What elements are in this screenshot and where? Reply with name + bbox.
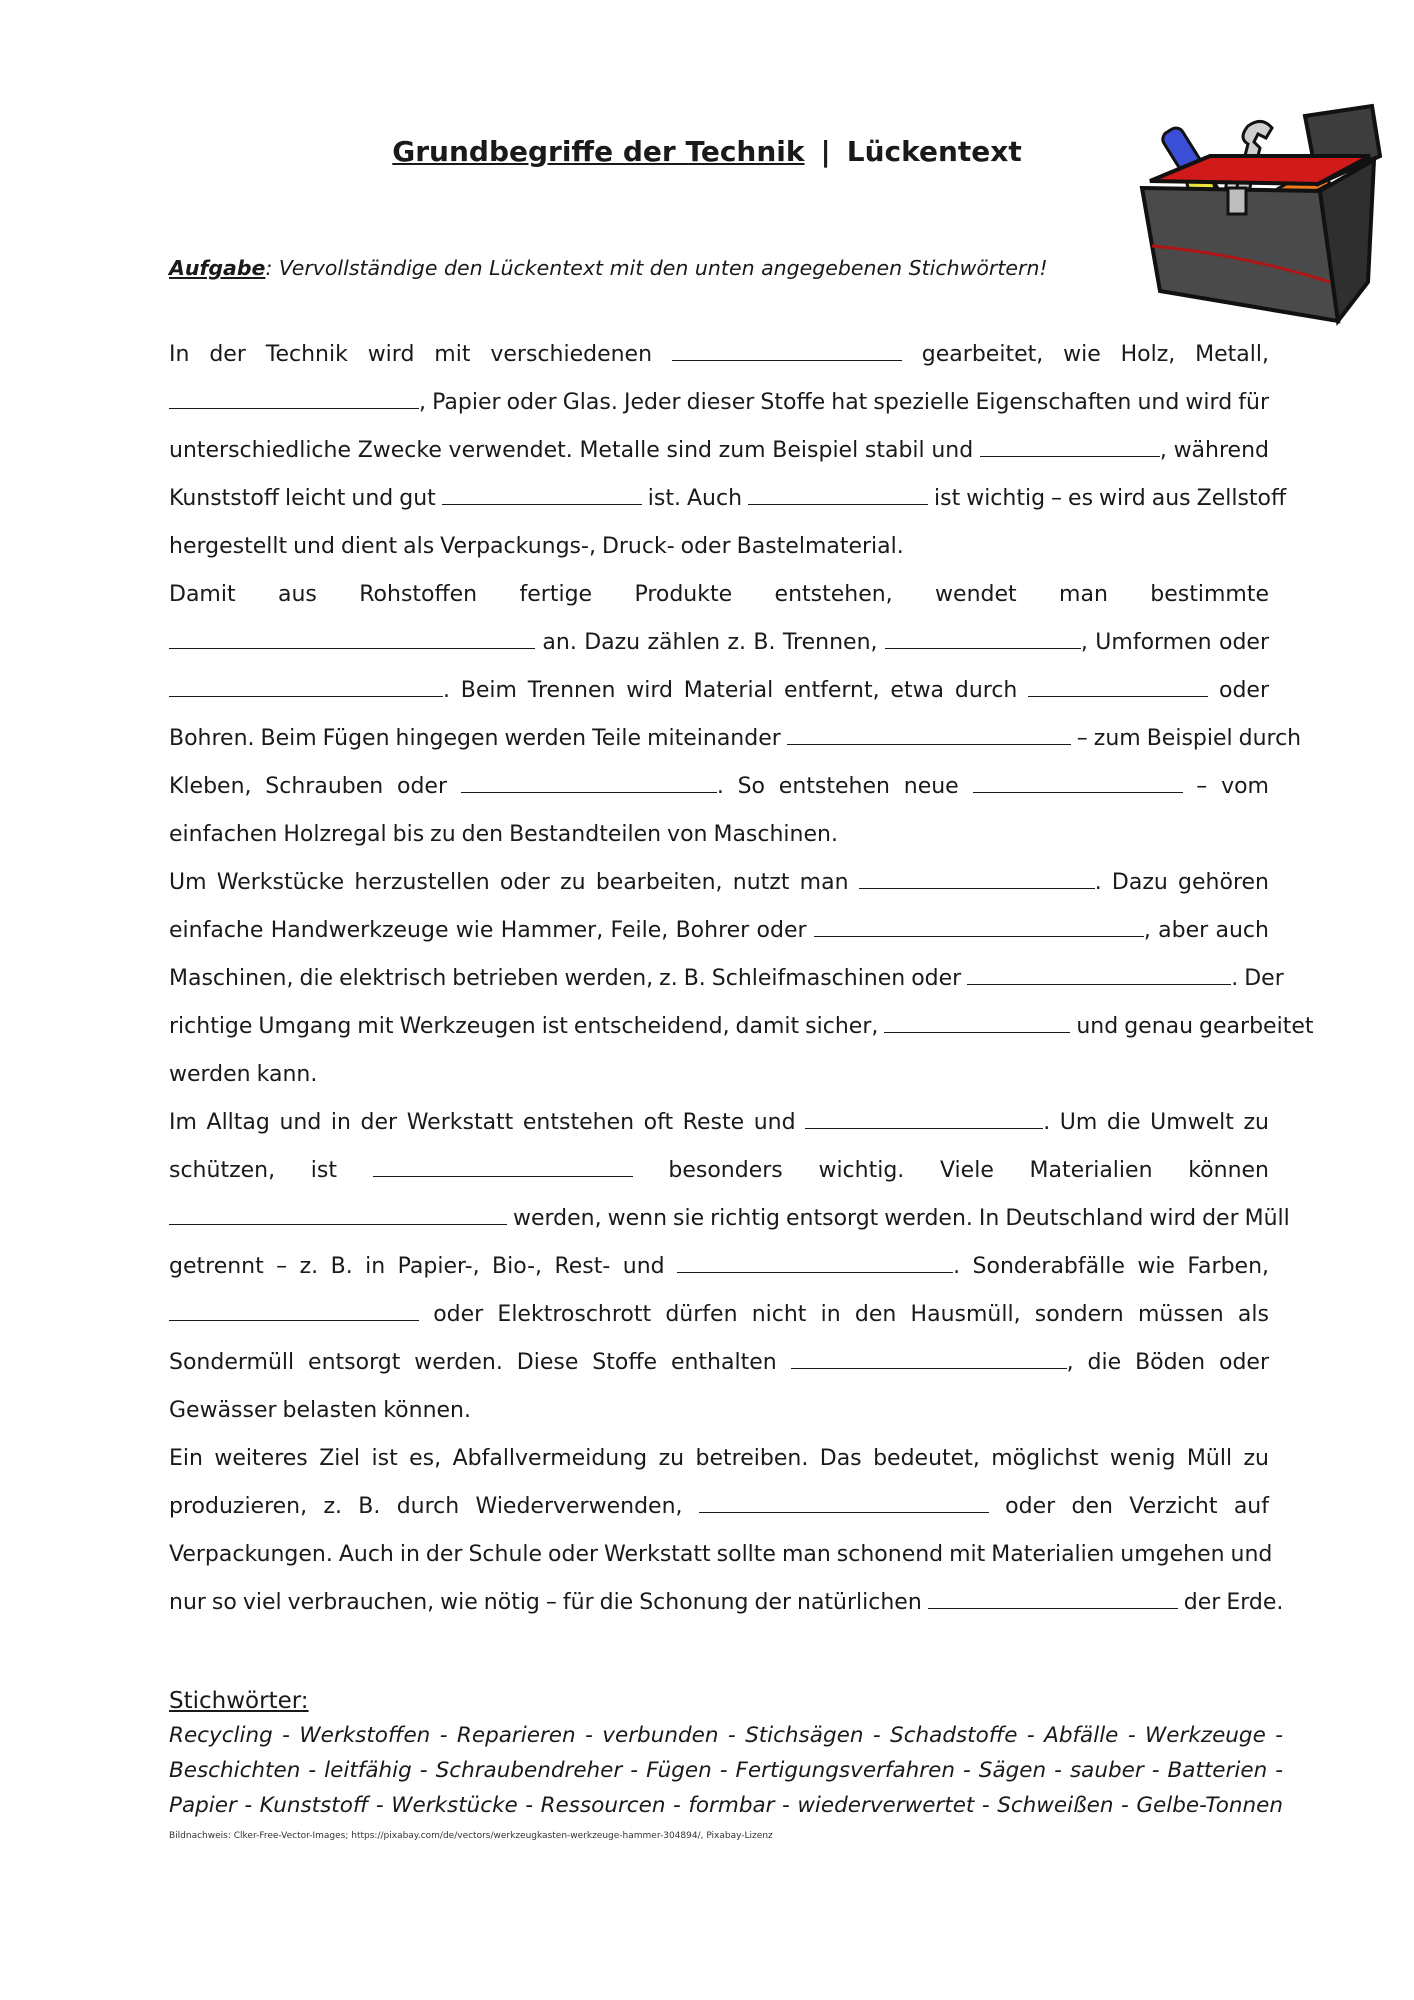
cloze-line — [169, 331, 1269, 379]
cloze-text-segment: . Der — [1231, 966, 1284, 991]
cloze-text-segment: einfache Handwerkzeuge wie Hammer, Feile, Bohrer oder — [169, 918, 814, 943]
cloze-line — [169, 1435, 1269, 1483]
cloze-text-segment: Kunststoff leicht und gut — [169, 486, 442, 511]
cloze-text-segment: . Um die Umwelt zu — [1043, 1110, 1270, 1135]
cloze-text-segment: richtige Umgang mit Werkzeugen ist entscheidend, damit sicher, — [169, 1014, 885, 1039]
cloze-line — [169, 1147, 1269, 1195]
cloze-text-segment: ist. Auch — [641, 486, 749, 511]
cloze-text-segment: unterschiedliche Zwecke verwendet. Metalle sind zum Beispiel stabil und — [169, 438, 980, 463]
blank-gap[interactable] — [791, 1348, 1067, 1369]
cloze-line — [169, 1099, 1269, 1147]
cloze-line — [169, 1339, 1269, 1387]
title-separator: | — [820, 135, 831, 168]
cloze-text-segment: . Beim Trennen wird Material entfernt, etwa durch — [443, 678, 1029, 703]
blank-gap[interactable] — [787, 724, 1071, 745]
blank-gap[interactable] — [967, 964, 1231, 985]
cloze-line — [169, 1291, 1269, 1339]
cloze-line — [169, 763, 1269, 811]
cloze-text-segment: und genau gearbeitet — [1070, 1014, 1314, 1039]
cloze-line — [169, 955, 1284, 1003]
image-credit: Bildnachweis: Clker-Free-Vector-Images; https://pixabay.com/de/vectors/werkzeugkasten-werkzeuge-hammer-304894/, Pixabay-Lizenz — [169, 1831, 773, 1841]
cloze-line — [169, 1051, 1269, 1099]
blank-gap[interactable] — [1028, 676, 1208, 697]
blank-gap[interactable] — [169, 628, 535, 649]
cloze-line — [169, 1531, 1273, 1579]
cloze-text-segment: nur so viel verbrauchen, wie nötig – für die Schonung der natürlichen — [169, 1590, 928, 1615]
cloze-line — [169, 427, 1269, 475]
cloze-line — [169, 619, 1269, 667]
cloze-line — [169, 811, 1269, 859]
cloze-line — [169, 1579, 1284, 1627]
cloze-text-segment: . Dazu gehören — [1094, 870, 1270, 895]
cloze-line — [169, 1195, 1290, 1243]
blank-gap[interactable] — [169, 1204, 507, 1225]
keywords-line-3: Papier - Kunststoff - Werkstücke - Ressourcen - formbar - wiederverwertet - Schweißen - Gelbe-Tonnen — [169, 1793, 1283, 1818]
blank-gap[interactable] — [885, 628, 1081, 649]
cloze-line — [169, 523, 1269, 571]
cloze-line — [169, 1387, 1269, 1435]
title-main: Grundbegriffe der Technik — [392, 135, 805, 168]
blank-gap[interactable] — [169, 676, 443, 697]
blank-gap[interactable] — [169, 1300, 419, 1321]
cloze-text-segment: – zum Beispiel durch — [1070, 726, 1302, 751]
keywords-line-2: Beschichten - leitfähig - Schraubendreher - Fügen - Fertigungsverfahren - Sägen - sauber - Batterien - — [169, 1758, 1283, 1783]
cloze-text-segment: werden kann. — [169, 1062, 318, 1087]
cloze-line — [169, 1243, 1269, 1291]
cloze-text-segment: , aber auch — [1143, 918, 1269, 943]
toolbox-icon — [1130, 96, 1390, 326]
cloze-line — [169, 475, 1287, 523]
keywords-line-1: Recycling - Werkstoffen - Reparieren - verbunden - Stichsägen - Schadstoffe - Abfälle - Werkzeuge - — [169, 1723, 1283, 1748]
cloze-text-segment: , Papier oder Glas. Jeder dieser Stoffe hat spezielle Eigenschaften und wird für — [419, 390, 1269, 415]
cloze-text-segment: Gewässer belasten können. — [169, 1398, 471, 1423]
cloze-line — [169, 667, 1269, 715]
cloze-line — [169, 859, 1269, 907]
task-text: : Vervollständige den Lückentext mit den unten angegebenen Stichwörtern! — [265, 256, 1048, 280]
task-line — [169, 253, 1269, 283]
cloze-text-segment: gearbeitet, wie Holz, Metall, — [901, 342, 1270, 367]
cloze-text-segment: oder den Verzicht auf — [988, 1494, 1269, 1519]
cloze-text-segment: Ein weiteres Ziel ist es, Abfallvermeidung zu betreiben. Das bedeutet, möglichst wenig Müll zu — [169, 1446, 1269, 1471]
cloze-text-segment: einfachen Holzregal bis zu den Bestandteilen von Maschinen. — [169, 822, 838, 847]
blank-gap[interactable] — [748, 484, 928, 505]
blank-gap[interactable] — [373, 1156, 633, 1177]
cloze-text — [169, 331, 1314, 1627]
cloze-text-segment: Damit aus Rohstoffen fertige Produkte entstehen, wendet man bestimmte — [169, 582, 1269, 607]
cloze-text-segment: – vom — [1182, 774, 1269, 799]
blank-gap[interactable] — [814, 916, 1144, 937]
blank-gap[interactable] — [442, 484, 642, 505]
cloze-text-segment: Kleben, Schrauben oder — [169, 774, 461, 799]
cloze-line — [169, 379, 1269, 427]
blank-gap[interactable] — [169, 388, 419, 409]
cloze-text-segment: . Sonderabfälle wie Farben, — [953, 1254, 1270, 1279]
task-label: Aufgabe — [169, 256, 266, 280]
blank-gap[interactable] — [672, 340, 902, 361]
cloze-text-segment: oder Elektroschrott dürfen nicht in den Hausmüll, sondern müssen als — [419, 1302, 1269, 1327]
cloze-text-segment: oder — [1208, 678, 1269, 703]
cloze-text-segment: der Erde. — [1177, 1590, 1284, 1615]
cloze-text-segment: produzieren, z. B. durch Wiederverwenden, — [169, 1494, 699, 1519]
cloze-text-segment: schützen, ist — [169, 1158, 373, 1183]
title-sub: Lückentext — [846, 135, 1022, 168]
blank-gap[interactable] — [699, 1492, 989, 1513]
blank-gap[interactable] — [973, 772, 1183, 793]
cloze-line — [169, 571, 1269, 619]
cloze-text-segment: , während — [1159, 438, 1269, 463]
cloze-text-segment: hergestellt und dient als Verpackungs-, Druck- oder Bastelmaterial. — [169, 534, 904, 559]
cloze-line — [169, 1483, 1269, 1531]
cloze-text-segment: getrennt – z. B. in Papier-, Bio-, Rest- und — [169, 1254, 678, 1279]
blank-gap[interactable] — [461, 772, 717, 793]
blank-gap[interactable] — [859, 868, 1095, 889]
cloze-text-segment: Sondermüll entsorgt werden. Diese Stoffe enthalten — [169, 1350, 791, 1375]
blank-gap[interactable] — [928, 1588, 1178, 1609]
cloze-text-segment: In der Technik wird mit verschiedenen — [169, 342, 672, 367]
cloze-line — [169, 715, 1302, 763]
cloze-text-segment: werden, wenn sie richtig entsorgt werden. In Deutschland wird der Müll — [507, 1206, 1290, 1231]
cloze-text-segment: Verpackungen. Auch in der Schule oder Werkstatt sollte man schonend mit Materialien umgehen und — [169, 1542, 1273, 1567]
cloze-text-segment: , Umformen oder — [1080, 630, 1269, 655]
blank-gap[interactable] — [884, 1012, 1070, 1033]
cloze-text-segment: ist wichtig – es wird aus Zellstoff — [928, 486, 1287, 511]
cloze-text-segment: Im Alltag und in der Werkstatt entstehen oft Reste und — [169, 1110, 806, 1135]
cloze-line — [169, 1003, 1314, 1051]
cloze-text-segment: an. Dazu zählen z. B. Trennen, — [535, 630, 885, 655]
cloze-line — [169, 907, 1269, 955]
cloze-text-segment: . So entstehen neue — [716, 774, 973, 799]
blank-gap[interactable] — [980, 436, 1160, 457]
blank-gap[interactable] — [805, 1108, 1043, 1129]
keywords-title: Stichwörter: — [169, 1688, 309, 1714]
blank-gap[interactable] — [677, 1252, 953, 1273]
cloze-text-segment: , die Böden oder — [1066, 1350, 1269, 1375]
cloze-text-segment: Bohren. Beim Fügen hingegen werden Teile miteinander — [169, 726, 787, 751]
cloze-text-segment: Um Werkstücke herzustellen oder zu bearbeiten, nutzt man — [169, 870, 859, 895]
cloze-text-segment: Maschinen, die elektrisch betrieben werden, z. B. Schleifmaschinen oder — [169, 966, 968, 991]
cloze-text-segment: besonders wichtig. Viele Materialien können — [632, 1158, 1269, 1183]
